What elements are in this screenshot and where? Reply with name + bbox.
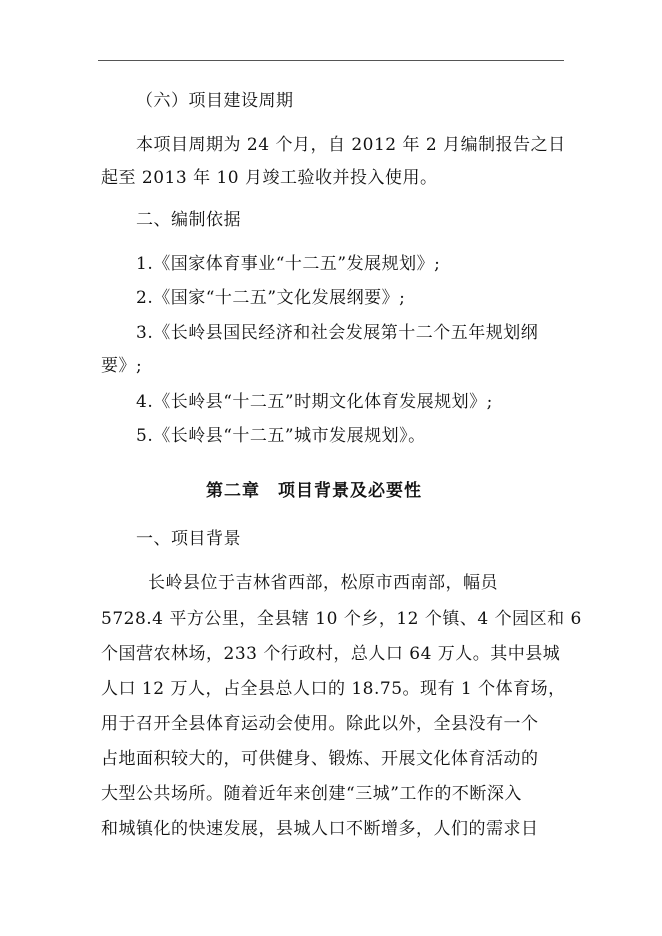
section-heading-schedule: （六）项目建设周期 [136,91,294,111]
paragraph-line: 本项目周期为 24 个月，自 2012 年 2 月编制报告之日 [136,135,566,155]
paragraph-line: 大型公共场所。随着近年来创建“三城”工作的不断深入 [101,784,522,804]
section-heading-background: 一、项目背景 [136,529,241,549]
list-item: 2.《国家“十二五”文化发展纲要》; [136,288,406,308]
header-rule [98,60,564,61]
list-item: 5.《长岭县“十二五”城市发展规划》。 [136,426,426,446]
paragraph-line: 起至 2013 年 10 月竣工验收并投入使用。 [101,168,438,188]
paragraph-line: 用于召开全县体育运动会使用。除此以外，全县没有一个 [101,714,539,734]
paragraph-line: 个国营农林场，233 个行政村，总人口 64 万人。其中县城 [101,644,561,664]
section-heading-basis: 二、编制依据 [136,210,241,230]
list-item: 3.《长岭县国民经济和社会发展第十二个五年规划纲 [136,323,539,343]
paragraph-line: 长岭县位于吉林省西部，松原市西南部，幅员 [148,573,498,593]
chapter-title: 第二章 项目背景及必要性 [206,481,422,501]
list-item-continuation: 要》; [101,356,143,376]
paragraph-line: 人口 12 万人，占全县总人口的 18.75。现有 1 个体育场， [101,679,566,699]
paragraph-line: 占地面积较大的，可供健身、锻炼、开展文化体育活动的 [101,749,539,769]
paragraph-line: 5728.4 平方公里，全县辖 10 个乡，12 个镇、4 个园区和 6 [101,609,582,629]
list-item: 4.《长岭县“十二五”时期文化体育发展规划》; [136,392,493,412]
paragraph-line: 和城镇化的快速发展，县城人口不断增多，人们的需求日 [101,819,539,839]
list-item: 1.《国家体育事业“十二五”发展规划》; [136,254,441,274]
